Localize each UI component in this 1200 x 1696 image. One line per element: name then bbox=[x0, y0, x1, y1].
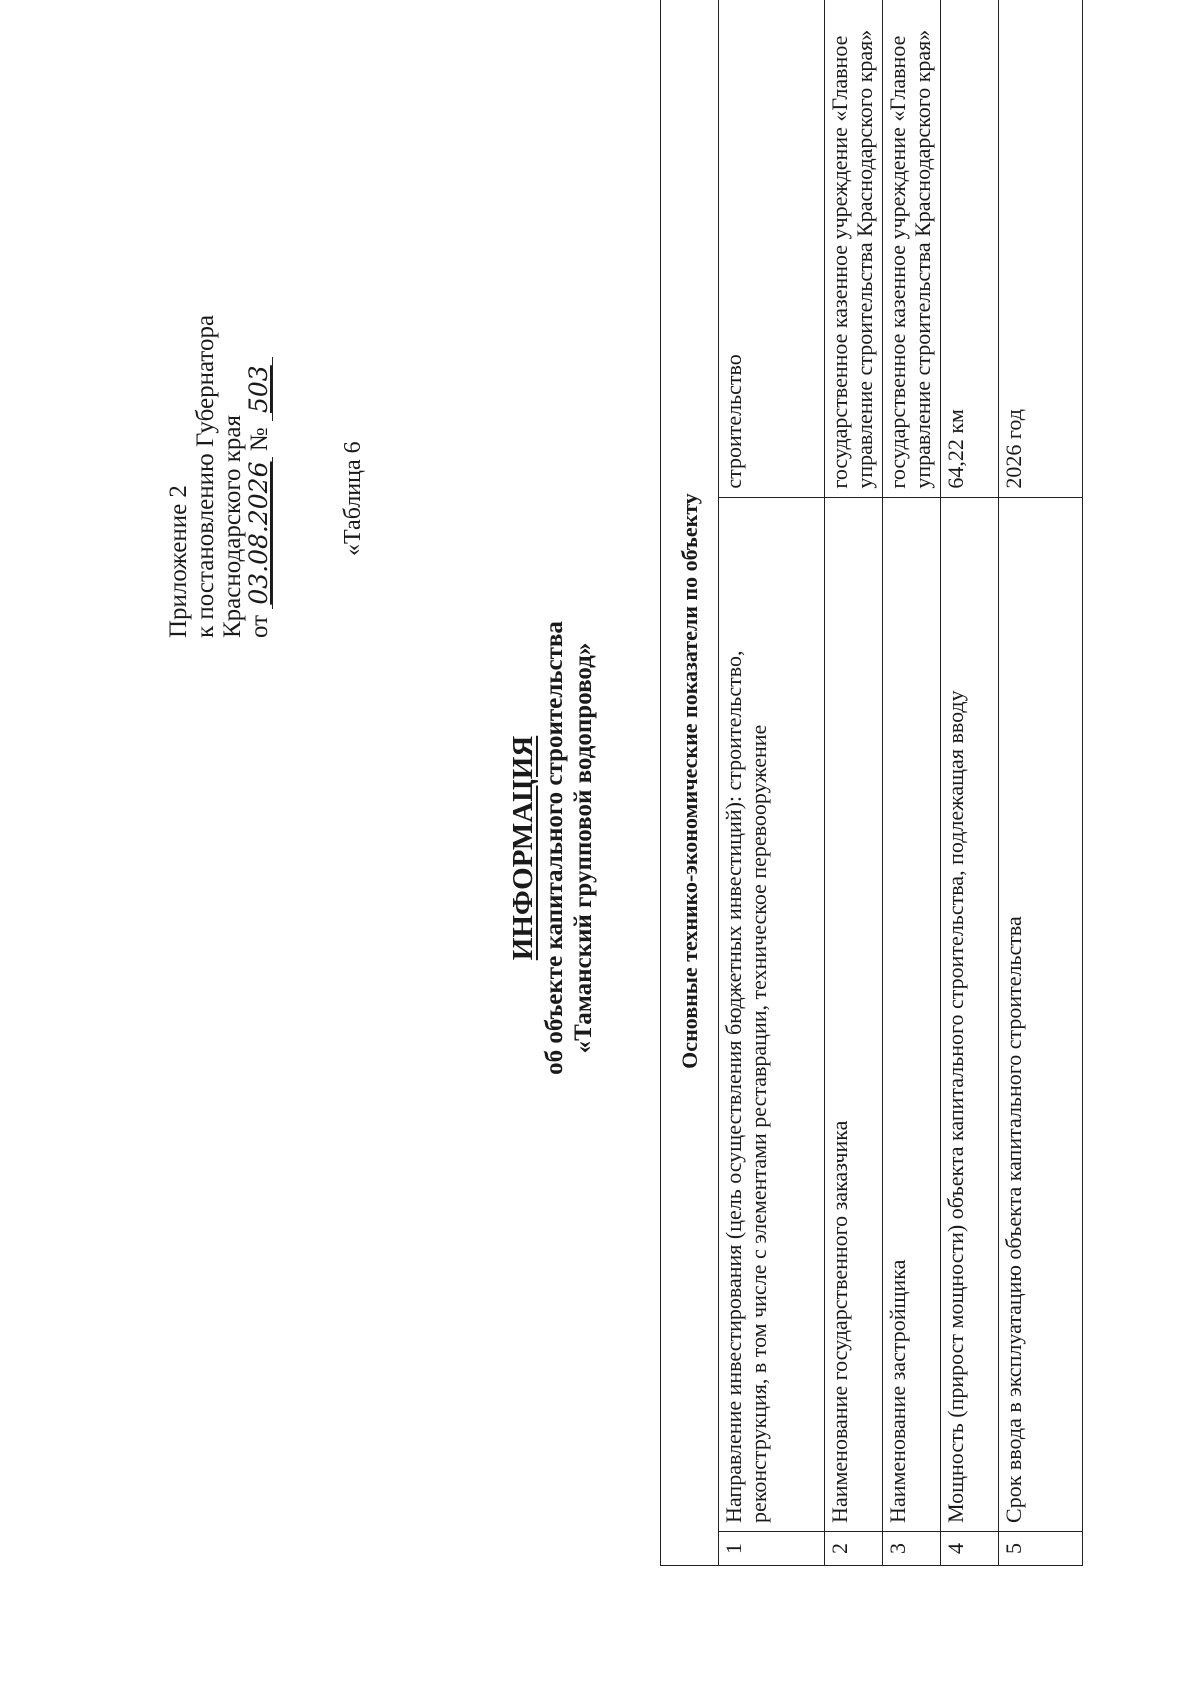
row-value: государственное казенное учреждение «Главное управление строительства Краснодарского края» bbox=[883, 0, 941, 497]
row-number: 5 bbox=[999, 1531, 1083, 1565]
table-row bbox=[999, 0, 1083, 1566]
row-number: 3 bbox=[883, 1531, 941, 1565]
table-row bbox=[883, 0, 941, 1566]
appendix-header bbox=[165, 78, 273, 638]
row-label: Наименование государственного заказчика bbox=[825, 497, 883, 1531]
number-value: 503 bbox=[244, 365, 273, 413]
row-label: Мощность (прирост мощности) объекта капитального строительства, подлежащая вводу bbox=[941, 497, 999, 1531]
appendix-resolution: к постановлению Губернатора bbox=[192, 314, 219, 638]
indicators-table bbox=[660, 0, 1083, 1566]
row-label: Срок ввода в эксплуатацию объекта капитального строительства bbox=[999, 497, 1083, 1531]
table-heading-row bbox=[661, 0, 719, 1566]
appendix-region: Краснодарского края bbox=[219, 415, 246, 638]
row-value: 2026 год bbox=[999, 0, 1083, 497]
appendix-title: Приложение 2 bbox=[165, 485, 192, 638]
row-value: государственное казенное учреждение «Главное управление строительства Краснодарского края» bbox=[825, 0, 883, 497]
row-value: 64,22 км bbox=[941, 0, 999, 497]
table-heading: Основные технико-экономические показатели по объекту bbox=[661, 0, 719, 1566]
row-number: 1 bbox=[719, 1531, 825, 1565]
appendix-date-line bbox=[246, 78, 273, 638]
date-value: 03.08.2026 bbox=[244, 461, 273, 605]
date-prefix: от bbox=[246, 614, 273, 638]
table-row bbox=[825, 0, 883, 1566]
row-number: 2 bbox=[825, 1531, 883, 1565]
table-row bbox=[719, 0, 825, 1566]
row-number: 4 bbox=[941, 1531, 999, 1565]
handwritten-number bbox=[244, 357, 273, 421]
row-label: Наименование застройщика bbox=[883, 497, 941, 1531]
handwritten-date bbox=[244, 458, 273, 609]
title-main: ИНФОРМАЦИЯ bbox=[507, 735, 539, 961]
title-subtitle: об объекте капитального строительства bbox=[541, 621, 568, 1075]
table-row bbox=[941, 0, 999, 1566]
row-label: Направление инвестирования (цель осуществления бюджетных инвестиций): строительство, реконструкция, в том числе с элементами реставрации, техническое перевооружение bbox=[719, 497, 825, 1531]
row-value: строительство bbox=[719, 0, 825, 497]
document-title bbox=[506, 0, 598, 1696]
title-object-name: «Таманский групповой водопровод» bbox=[570, 642, 597, 1054]
number-sign: № bbox=[246, 427, 273, 452]
table-label: «Таблица 6 bbox=[340, 441, 366, 556]
